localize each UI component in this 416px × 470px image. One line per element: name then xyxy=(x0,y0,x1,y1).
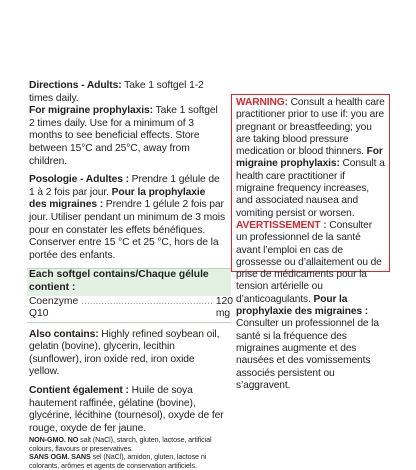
warning-prophylaxis-text: Consult a health care practitioner if migraine frequency increases, and associated nausea and vomiting persist or worsen. xyxy=(236,158,385,219)
warning-prophylaxis-label: For migraine prophylaxis: xyxy=(236,146,383,170)
posologie-label: Posologie - Adultes : xyxy=(29,174,129,186)
avertissement-prophylaxis-text: Consulter un professionnel de la santé si la fréquence des migraines augmente et des nausées et des vomissements associés persistent ou s’aggravent. xyxy=(236,318,379,391)
contains-row xyxy=(27,295,234,323)
directions-prophylaxis-text: Take 1 softgel 2 times daily. Use for a minimum of 3 months to see beneficial effects. Store between 15°C and 25°C, away from children. xyxy=(29,105,218,167)
sans-ogm-label: SANS OGM. SANS xyxy=(29,452,91,462)
ingredient-amount: 120 mg xyxy=(215,295,234,320)
also-contains-text: Highly refined soybean oil, gelatin (bovine), glycerin, lecithin (sunflower), iron oxide red, iron oxide yellow. xyxy=(29,328,220,378)
also-contains-paragraph xyxy=(29,329,225,379)
avertissement-paragraph xyxy=(236,220,385,392)
contient-text: Huile de soya hautement raffinée, gélatine (bovine), glycérine, lécithine (tournesol), oxyde de fer rouge, oxyde de fer jaune. xyxy=(29,385,224,434)
directions-label: Directions - Adults: xyxy=(29,80,122,91)
sans-ogm-text: sel (NaCl), amidon, gluten, lactose ni colorants, arômes et agents de conservation artificiels. xyxy=(29,452,207,470)
non-gmo-note xyxy=(29,436,225,453)
sans-ogm-note xyxy=(29,453,225,470)
directions-prophylaxis-label: For migraine prophylaxis: xyxy=(29,105,153,117)
avertissement-text: Consulter un professionnel de la santé avant l’emploi en cas de grossesse ou d’allaitement ou de prise de médicaments pour la tension artérielle ou d’anticoagulants. xyxy=(236,219,382,305)
ingredient-name: Coenzyme Q10 xyxy=(29,295,79,320)
contient-label: Contient également : xyxy=(29,385,129,397)
also-contains-label: Also contains: xyxy=(29,328,99,340)
leader-dots: .............................................. xyxy=(81,295,213,307)
avertissement-label: AVERTISSEMENT : xyxy=(236,219,327,231)
directions-paragraph xyxy=(29,80,225,168)
non-gmo-label: NON-GMO. NO xyxy=(29,435,79,445)
posologie-paragraph xyxy=(29,174,225,262)
warning-label: WARNING: xyxy=(236,97,288,108)
avertissement-prophylaxis-label: Pour la prophylaxie des migraines : xyxy=(236,293,369,318)
posologie-prophylaxis-text: Prendre 1 gélule 2 fois par jour. Utiliser pendant un minimum de 3 mois pour en constater les effets bénéfiques. Conserver entre 15 °C et 25 °C, hors de la portée des enfants. xyxy=(29,199,226,261)
warning-box xyxy=(231,94,390,391)
contient-paragraph xyxy=(29,385,225,435)
warning-text: Consult a health care practitioner prior to use if: you are pregnant or breastfeeding; you are taking blood pressure medication or blood thinners. xyxy=(236,97,385,158)
non-gmo-text: salt (NaCl), starch, gluten, lactose, artificial colours, flavours or preservatives. xyxy=(29,435,212,453)
left-column xyxy=(29,80,234,470)
contains-heading: Each softgel contains/Chaque gélule contient : xyxy=(27,268,231,295)
posologie-prophylaxis-label: Pour la prophylaxie des migraines : xyxy=(29,186,206,211)
warning-paragraph xyxy=(236,97,385,220)
directions-text: Take 1 softgel 1-2 times daily. xyxy=(29,80,204,104)
posologie-text: Prendre 1 gélule de 1 à 2 fois par jour. xyxy=(29,174,220,198)
